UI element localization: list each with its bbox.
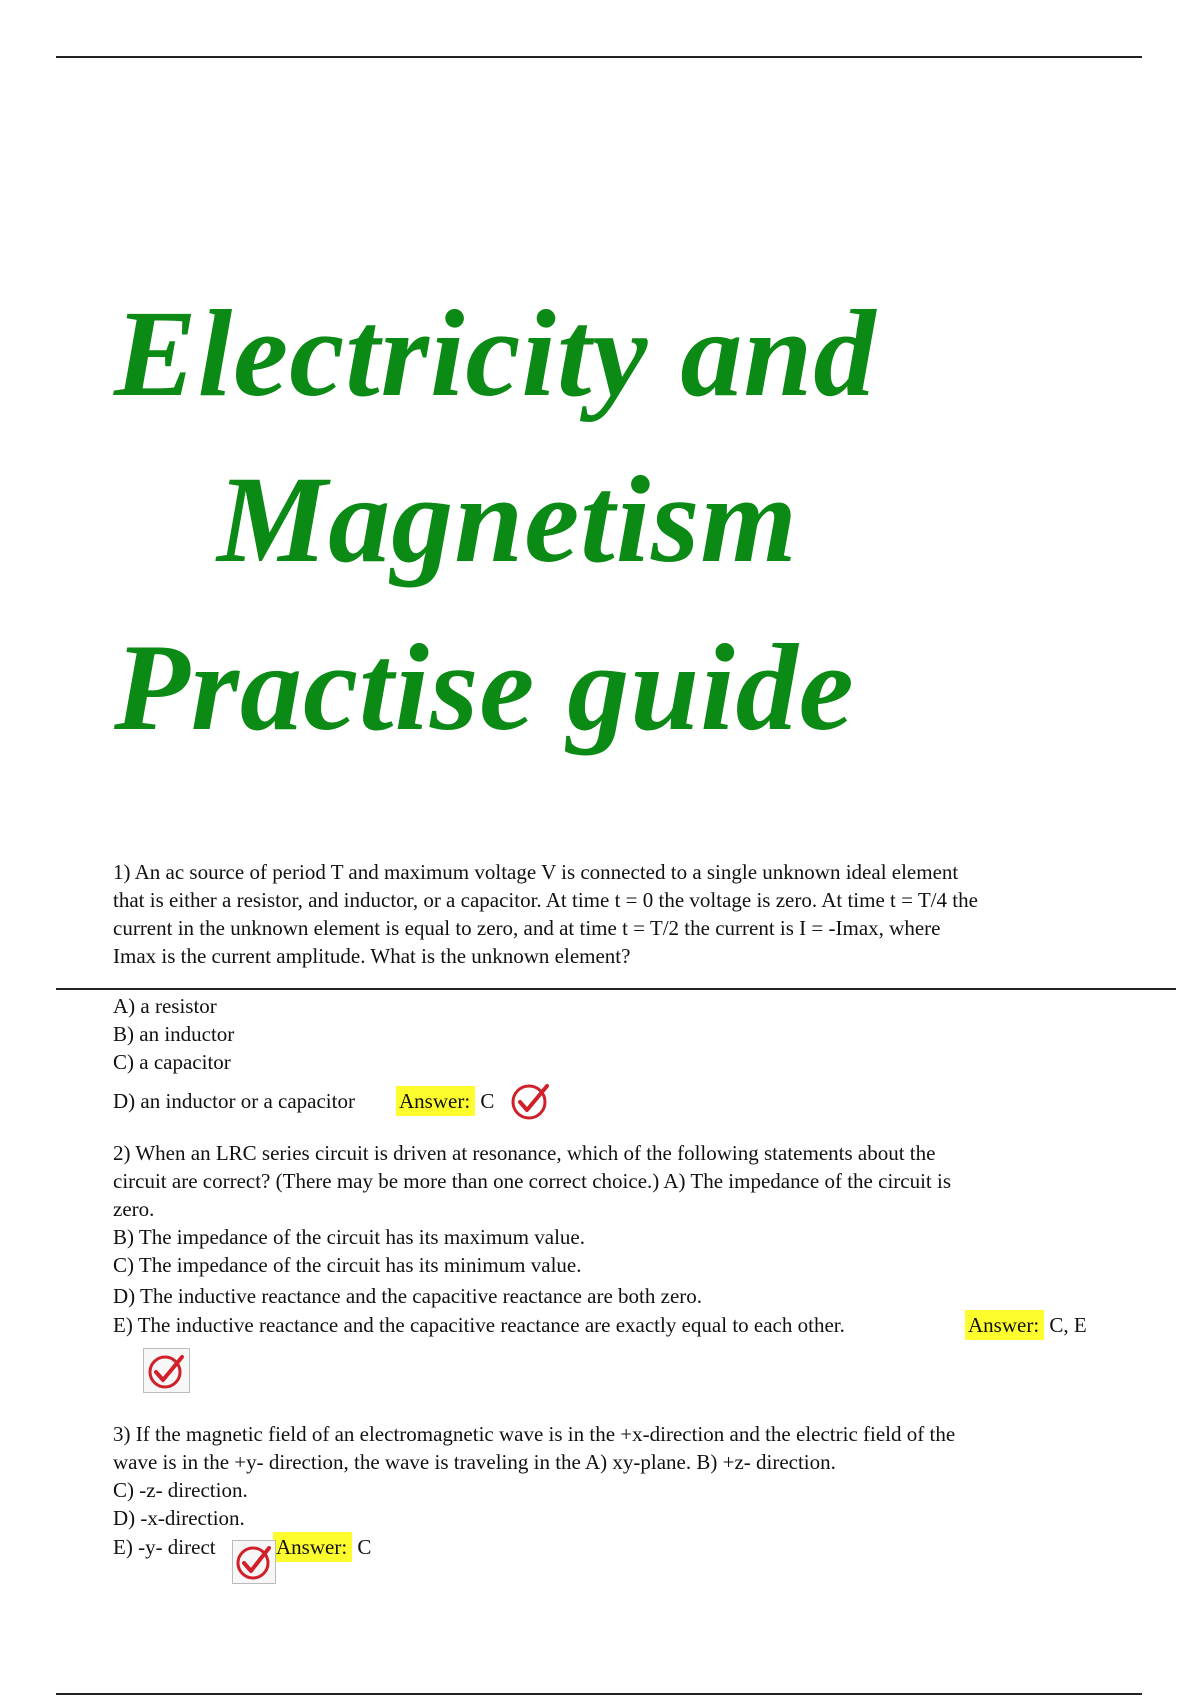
title-line-1: Electricity and: [114, 285, 877, 422]
section-rule: [56, 988, 1176, 990]
q2-line-3: zero.: [113, 1197, 155, 1221]
q2-answer: [965, 1311, 1087, 1340]
top-rule: [56, 56, 1142, 58]
q3-line-2: wave is in the +y- direction, the wave is traveling in the A) xy-plane. B) +z- direction.: [113, 1450, 836, 1474]
q1-line-3: current in the unknown element is equal to zero, and at time t = T/2 the current is I = -Imax, where: [113, 916, 941, 940]
q1-answer: [396, 1087, 494, 1116]
q3-line-3: C) -z- direction.: [113, 1478, 248, 1502]
check-circle-icon: [232, 1540, 276, 1584]
answer-label: Answer:: [273, 1532, 352, 1562]
answer-value: C: [357, 1535, 372, 1559]
answer-label: Answer:: [396, 1086, 475, 1116]
q1-option-a: A) a resistor: [113, 994, 217, 1018]
answer-value: C, E: [1049, 1313, 1087, 1337]
q1-line-4: Imax is the current amplitude. What is the unknown element?: [113, 944, 631, 968]
q2-line-1: 2) When an LRC series circuit is driven at resonance, which of the following statements about the: [113, 1141, 936, 1165]
bottom-rule: [56, 1693, 1142, 1695]
q3-line-5: E) -y- direct: [113, 1535, 216, 1559]
q2-line-4: B) The impedance of the circuit has its maximum value.: [113, 1225, 585, 1249]
title-line-3: Practise guide: [114, 619, 855, 756]
q2-line-2: circuit are correct? (There may be more than one correct choice.) A) The impedance of the circuit is: [113, 1169, 952, 1193]
q1-option-d: D) an inductor or a capacitor: [113, 1089, 355, 1113]
check-circle-icon: [143, 1348, 190, 1393]
q2-line-7: E) The inductive reactance and the capacitive reactance are exactly equal to each other.: [113, 1313, 845, 1337]
answer-label: Answer:: [965, 1310, 1044, 1340]
q1-option-c: C) a capacitor: [113, 1050, 231, 1074]
q3-line-4: D) -x-direction.: [113, 1506, 245, 1530]
q1-line-1: 1) An ac source of period T and maximum voltage V is connected to a single unknown ideal element: [113, 860, 959, 884]
q2-line-6: D) The inductive reactance and the capacitive reactance are both zero.: [113, 1284, 703, 1308]
q2-line-5: C) The impedance of the circuit has its minimum value.: [113, 1253, 582, 1277]
title-line-2: Magnetism: [217, 451, 798, 588]
q1-line-2: that is either a resistor, and inductor, or a capacitor. At time t = 0 the voltage is zero. At time t = T/4 the: [113, 888, 978, 912]
answer-value: C: [480, 1089, 495, 1113]
q3-answer: [273, 1533, 371, 1562]
q3-line-1: 3) If the magnetic field of an electromagnetic wave is in the +x-direction and the electric field of the: [113, 1422, 956, 1446]
check-circle-icon: [510, 1081, 552, 1121]
q1-option-b: B) an inductor: [113, 1022, 235, 1046]
